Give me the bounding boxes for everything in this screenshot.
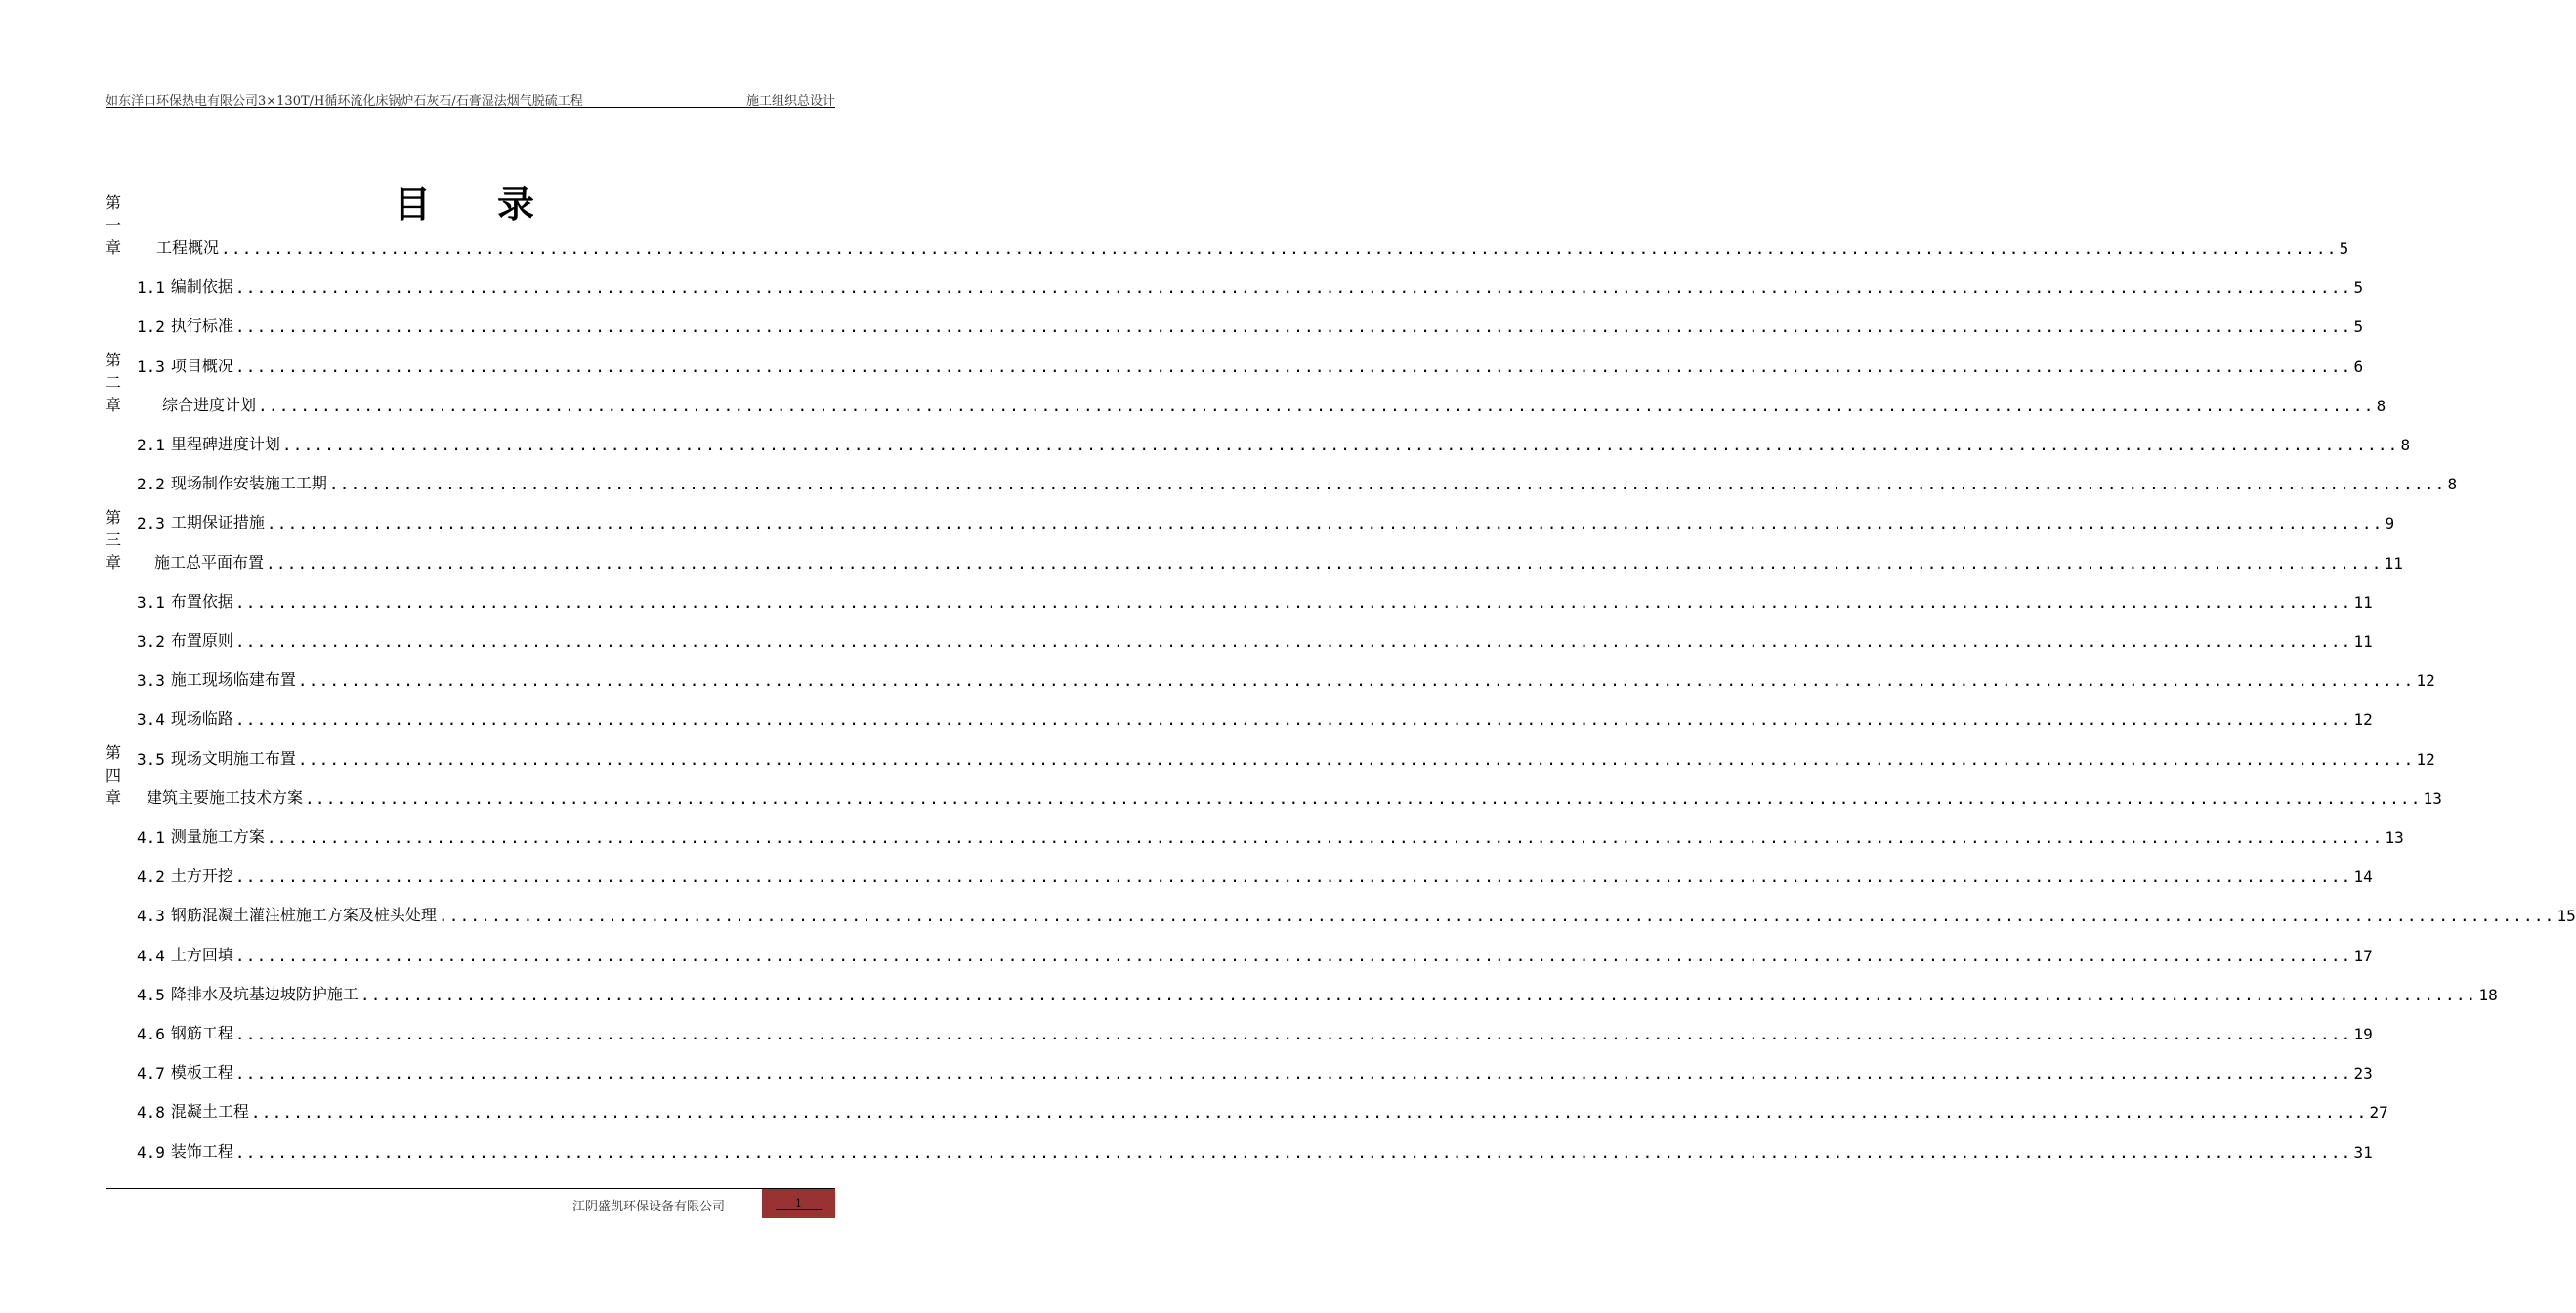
toc-section-entry[interactable] xyxy=(137,1053,2373,1083)
toc-entry-label: 混凝土工程 xyxy=(170,1102,249,1122)
toc-dot-leader: ........................................................................................................................................................................................................ xyxy=(234,946,2352,965)
toc-entry-number: 4.5 xyxy=(137,985,165,1004)
toc-dot-leader: ........................................................................................................................................................................................................ xyxy=(234,1064,2352,1083)
toc-dot-leader: ........................................................................................................................................................................................................ xyxy=(359,985,2477,1004)
toc-dot-leader: ........................................................................................................................................................................................................ xyxy=(438,907,2555,926)
toc-section-entry[interactable] xyxy=(137,1014,2373,1043)
toc-dot-leader: ........................................................................................................................................................................................................ xyxy=(266,514,2384,533)
toc-dot-leader: ........................................................................................................................................................................................................ xyxy=(297,749,2415,769)
toc-entry-number: 3.3 xyxy=(137,671,165,691)
toc-dot-leader: ........................................................................................................................................................................................................ xyxy=(258,396,2375,415)
toc-entry-number: 1.3 xyxy=(137,357,165,376)
toc-entry-page: 13 xyxy=(2423,788,2442,808)
toc-entry-page: 27 xyxy=(2369,1103,2388,1122)
toc-dot-leader: ........................................................................................................................................................................................................ xyxy=(234,632,2352,651)
toc-entry-number: 3.5 xyxy=(137,749,165,769)
toc-entry-label: 建筑主要施工技术方案 xyxy=(147,787,304,807)
toc-entry-label: 降排水及坑基边坡防护施工 xyxy=(170,984,359,1003)
toc-entry-number: 4.4 xyxy=(137,946,165,965)
toc-section-entry[interactable] xyxy=(137,740,2435,769)
toc-entry-page: 12 xyxy=(2353,710,2373,730)
toc-entry-label: 钢筋工程 xyxy=(170,1024,233,1042)
toc-entry-number: 2.1 xyxy=(137,436,165,454)
toc-section-entry[interactable] xyxy=(137,621,2373,651)
toc-entry-page: 12 xyxy=(2416,749,2435,769)
toc-entry-label: 现场临路 xyxy=(170,709,233,729)
toc-entry-page: 13 xyxy=(2385,828,2404,847)
toc-entry-label: 土方开挖 xyxy=(170,867,233,886)
toc-entry-label: 装饰工程 xyxy=(170,1141,233,1161)
toc-entry-number: 第三章 xyxy=(106,507,122,572)
toc-entry-number: 4.7 xyxy=(137,1064,165,1083)
toc-section-entry[interactable] xyxy=(137,425,2411,454)
toc-title-part2: 录 xyxy=(497,183,535,226)
toc-entry-page: 14 xyxy=(2353,868,2373,887)
toc-entry-page: 11 xyxy=(2384,553,2403,572)
toc-dot-leader: ........................................................................................................................................................................................................ xyxy=(234,278,2352,298)
toc-entry-number: 4.2 xyxy=(137,868,165,887)
toc-entry-page: 9 xyxy=(2385,514,2395,533)
toc-entry-page: 5 xyxy=(2339,239,2349,258)
toc-dot-leader: ........................................................................................................................................................................................................ xyxy=(234,868,2352,887)
header-document-type: 施工组织总设计 xyxy=(745,94,835,108)
toc-dot-leader: ........................................................................................................................................................................................................ xyxy=(328,475,2446,494)
toc-entry-label: 现场文明施工布置 xyxy=(170,748,296,768)
toc-entry-label: 施工现场临建布置 xyxy=(170,670,296,690)
toc-section-entry[interactable] xyxy=(137,1132,2373,1162)
toc-dot-leader: ........................................................................................................................................................................................................ xyxy=(234,318,2352,337)
toc-entry-page: 31 xyxy=(2353,1142,2373,1162)
toc-section-entry[interactable] xyxy=(137,936,2373,965)
toc-dot-leader: ........................................................................................................................................................................................................ xyxy=(305,788,2422,808)
toc-entry-page: 8 xyxy=(2447,475,2458,494)
toc-dot-leader: ........................................................................................................................................................................................................ xyxy=(234,1025,2352,1043)
footer-company: 江阴盛凯环保设备有限公司 xyxy=(572,1200,726,1214)
toc-section-entry[interactable] xyxy=(137,699,2373,730)
toc-section-entry[interactable] xyxy=(137,464,2458,494)
toc-title xyxy=(0,174,928,228)
toc-entry-page: 17 xyxy=(2353,946,2373,965)
toc-entry-label: 工程概况 xyxy=(156,238,220,257)
footer-page-box xyxy=(762,1189,835,1218)
toc-section-entry[interactable] xyxy=(137,307,2364,337)
toc-entry-page: 11 xyxy=(2353,632,2373,651)
toc-chapter-entry[interactable] xyxy=(106,193,2349,258)
toc-dot-leader: ........................................................................................................................................................................................................ xyxy=(250,1103,2368,1122)
toc-entry-label: 现场制作安装施工工期 xyxy=(170,474,327,493)
toc-section-entry[interactable] xyxy=(137,818,2404,847)
toc-entry-label: 钢筋混凝土灌注桩施工方案及桩头处理 xyxy=(170,906,437,925)
toc-entry-number: 4.3 xyxy=(137,907,165,926)
toc-entry-page: 18 xyxy=(2478,985,2498,1004)
toc-entry-label: 测量施工方案 xyxy=(170,827,265,846)
toc-entry-page: 11 xyxy=(2353,592,2373,612)
toc-section-entry[interactable] xyxy=(137,975,2498,1004)
footer-page-number: 1 xyxy=(776,1197,822,1210)
toc-entry-label: 综合进度计划 xyxy=(162,395,257,414)
toc-entry-label: 项目概况 xyxy=(170,356,233,375)
toc-entry-label: 土方回填 xyxy=(170,945,233,964)
toc-entry-page: 8 xyxy=(2376,396,2386,415)
toc-entry-number: 1.1 xyxy=(137,278,165,298)
toc-dot-leader: ........................................................................................................................................................................................................ xyxy=(234,710,2352,730)
page-header xyxy=(106,90,835,108)
toc-entry-label: 工期保证措施 xyxy=(170,513,265,532)
toc-entry-number: 3.1 xyxy=(137,592,165,612)
toc-entry-number: 第四章 xyxy=(106,742,122,807)
toc-entry-number: 第二章 xyxy=(106,350,122,414)
toc-title-part1: 目 xyxy=(393,183,431,226)
toc-dot-leader: ........................................................................................................................................................................................................ xyxy=(281,436,2399,454)
toc-entry-number: 2.3 xyxy=(137,514,165,533)
toc-entry-label: 里程碑进度计划 xyxy=(170,435,280,453)
toc-section-entry[interactable] xyxy=(137,503,2395,533)
toc-section-entry[interactable] xyxy=(137,1092,2388,1122)
footer-divider xyxy=(106,1188,835,1189)
toc-entry-label: 施工总平面布置 xyxy=(154,552,265,572)
toc-section-entry[interactable] xyxy=(137,660,2435,691)
toc-section-entry[interactable] xyxy=(137,347,2364,376)
toc-entry-page: 6 xyxy=(2353,357,2364,376)
toc-entry-page: 8 xyxy=(2400,436,2411,454)
toc-dot-leader: ........................................................................................................................................................................................................ xyxy=(234,592,2352,612)
toc-entry-page: 23 xyxy=(2353,1064,2373,1083)
toc-entry-number: 3.2 xyxy=(137,632,165,651)
toc-entry-page: 5 xyxy=(2353,278,2364,298)
toc-entry-number: 第一章 xyxy=(106,193,122,257)
toc-entry-label: 模板工程 xyxy=(170,1063,233,1082)
toc-dot-leader: ........................................................................................................................................................................................................ xyxy=(234,357,2352,376)
toc-entry-number: 3.4 xyxy=(137,710,165,730)
toc-entry-label: 布置依据 xyxy=(170,591,233,611)
toc-entry-label: 编制依据 xyxy=(170,277,233,297)
toc-section-entry[interactable] xyxy=(137,582,2373,612)
toc-entry-page: 12 xyxy=(2416,671,2435,691)
toc-dot-leader: ........................................................................................................................................................................................................ xyxy=(221,239,2338,258)
toc-entry-number: 4.9 xyxy=(137,1142,165,1162)
header-project-title: 如东洋口环保热电有限公司3×130T/H循环流化床锅炉石灰石/石膏湿法烟气脱硫工程 xyxy=(106,94,583,108)
toc-entry-number: 4.6 xyxy=(137,1025,165,1043)
toc-dot-leader: ........................................................................................................................................................................................................ xyxy=(266,828,2384,847)
toc-section-entry[interactable] xyxy=(137,857,2373,887)
toc-entry-number: 4.1 xyxy=(137,828,165,847)
toc-entry-label: 执行标准 xyxy=(170,317,233,336)
toc-entry-label: 布置原则 xyxy=(170,631,233,650)
toc-section-entry[interactable] xyxy=(137,268,2364,298)
toc-dot-leader: ........................................................................................................................................................................................................ xyxy=(266,553,2383,572)
toc-entry-number: 4.8 xyxy=(137,1103,165,1122)
toc-section-entry[interactable] xyxy=(137,896,2576,926)
toc-dot-leader: ........................................................................................................................................................................................................ xyxy=(234,1142,2352,1162)
toc-entry-page: 5 xyxy=(2353,318,2364,337)
toc-dot-leader: ........................................................................................................................................................................................................ xyxy=(297,671,2415,691)
toc-entry-number: 1.2 xyxy=(137,318,165,337)
toc-entry-page: 19 xyxy=(2353,1025,2373,1043)
toc-entry-page: 15 xyxy=(2556,907,2576,926)
toc-entry-number: 2.2 xyxy=(137,475,165,494)
